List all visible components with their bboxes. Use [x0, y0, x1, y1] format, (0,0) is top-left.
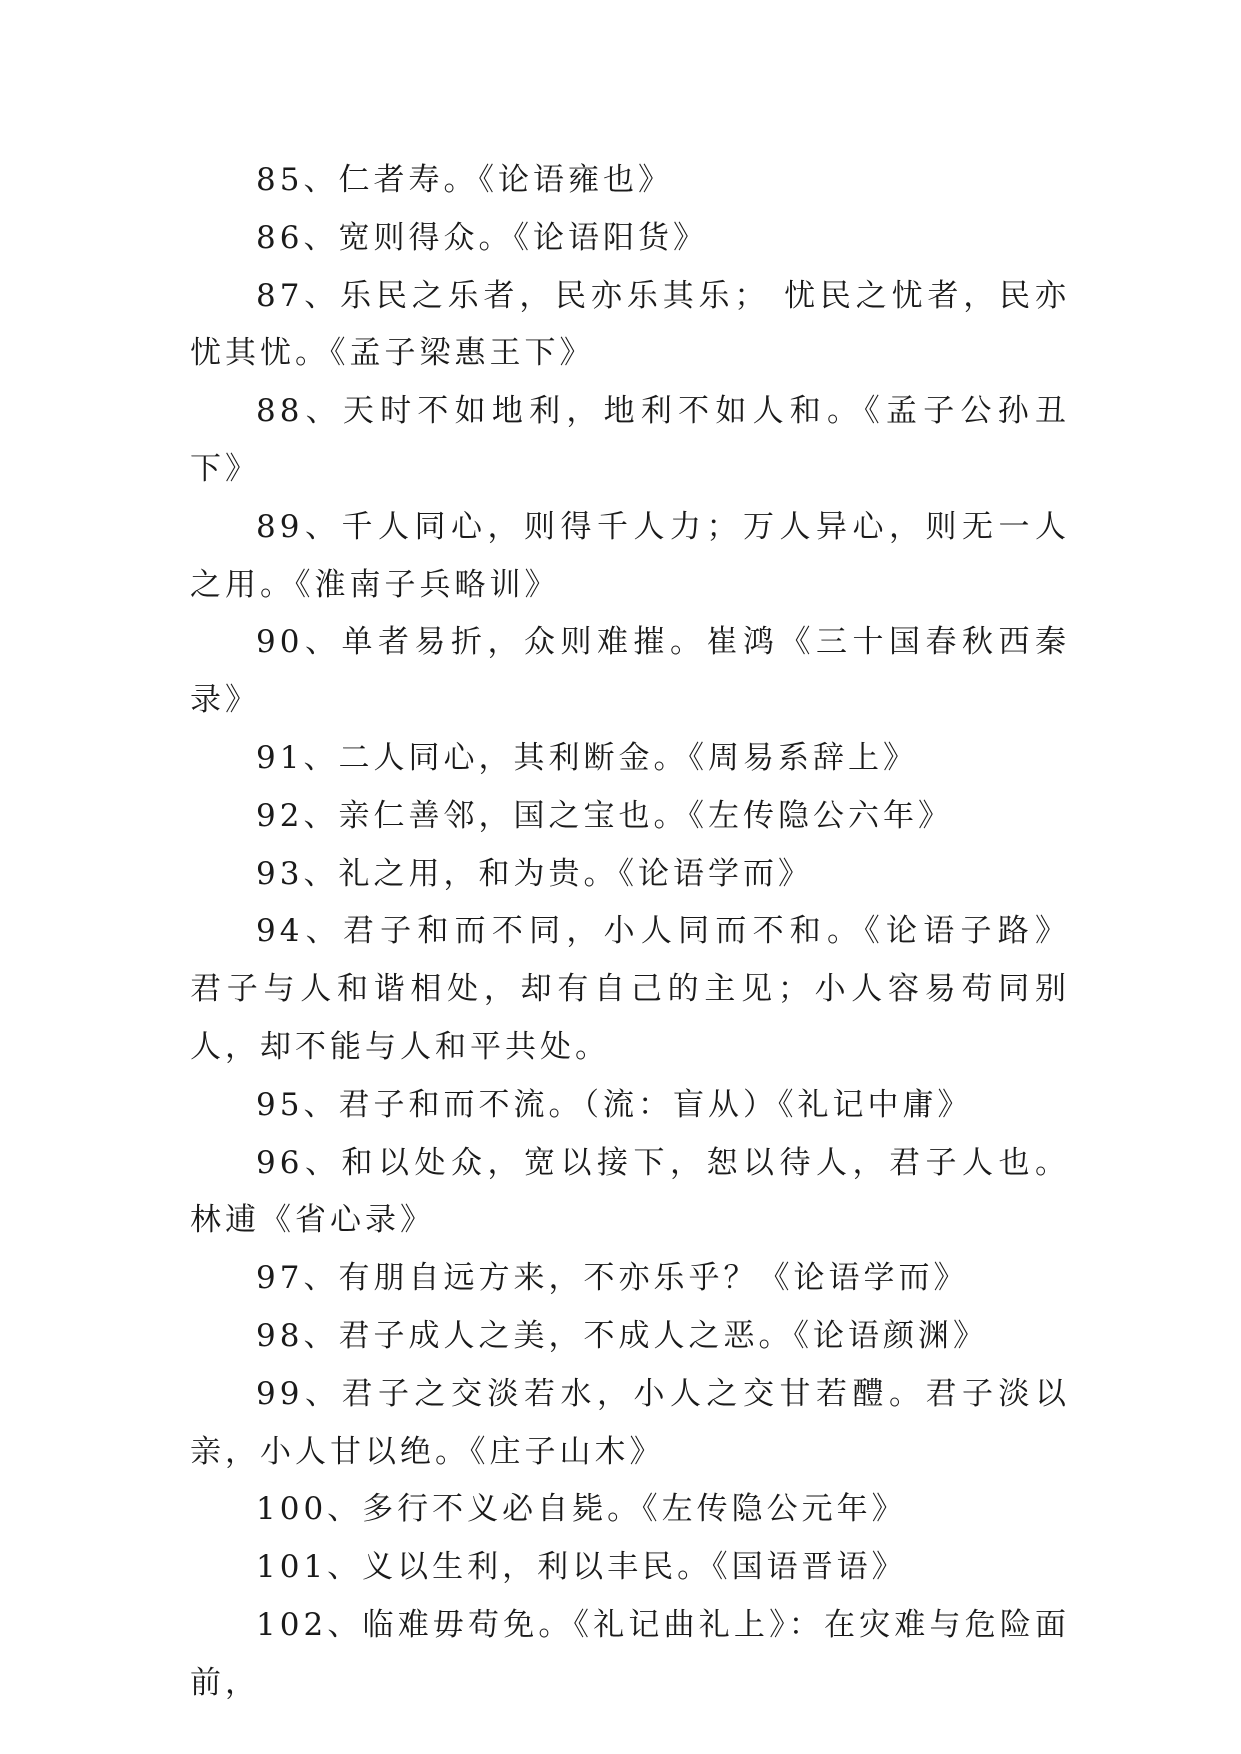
quote-paragraph-102: 102、临难毋苟免。《礼记曲礼上》：在灾难与危险面前， [190, 1606, 1070, 1701]
quote-paragraph-86: 86、宽则得众。《论语阳货》 [256, 219, 708, 256]
quote-paragraph-97: 97、有朋自远方来，不亦乐乎？《论语学而》 [256, 1260, 969, 1297]
quote-paragraph-100: 100、多行不义必自毙。《左传隐公元年》 [256, 1491, 907, 1528]
quote-paragraph-85: 85、仁者寿。《论语雍也》 [256, 162, 673, 198]
quote-paragraph-98: 98、君子成人之美，不成人之恶。《论语颜渊》 [256, 1317, 988, 1354]
quote-paragraph-96: 96、和以处众，宽以接下，恕以待人，君子人也。林逋《省心录》 [190, 1144, 1070, 1239]
quote-paragraph-95: 95、君子和而不流。（流：盲从）《礼记中庸》 [256, 1086, 973, 1123]
quote-paragraph-92: 92、亲仁善邻，国之宝也。《左传隐公六年》 [256, 797, 953, 834]
document-body [190, 152, 1070, 1713]
quote-paragraph-93: 93、礼之用，和为贵。《论语学而》 [256, 855, 813, 892]
quote-paragraph-101: 101、义以生利，利以丰民。《国语晋语》 [256, 1549, 907, 1586]
quote-paragraph-87: 87、乐民之乐者，民亦乐其乐； 忧民之忧者，民亦忧其忧。《孟子梁惠王下》 [190, 277, 1070, 372]
quote-paragraph-88: 88、天时不如地利，地利不如人和。《孟子公孙丑下》 [190, 393, 1070, 487]
quote-paragraph-94: 94、君子和而不同，小人同而不和。《论语子路》 君子与人和谐相处，却有自己的主见；小人容易苟同别人，却不能与人和平共处。 [190, 913, 1070, 1065]
quote-paragraph-90: 90、单者易折，众则难摧。崔鸿《三十国春秋西秦录》 [190, 624, 1070, 719]
quote-paragraph-89: 89、千人同心，则得千人力；万人异心，则无一人之用。《淮南子兵略训》 [190, 508, 1070, 603]
quote-paragraph-99: 99、君子之交淡若水，小人之交甘若醴。君子淡以亲，小人甘以绝。《庄子山木》 [190, 1375, 1070, 1470]
quote-paragraph-91: 91、二人同心，其利断金。《周易系辞上》 [256, 739, 918, 776]
